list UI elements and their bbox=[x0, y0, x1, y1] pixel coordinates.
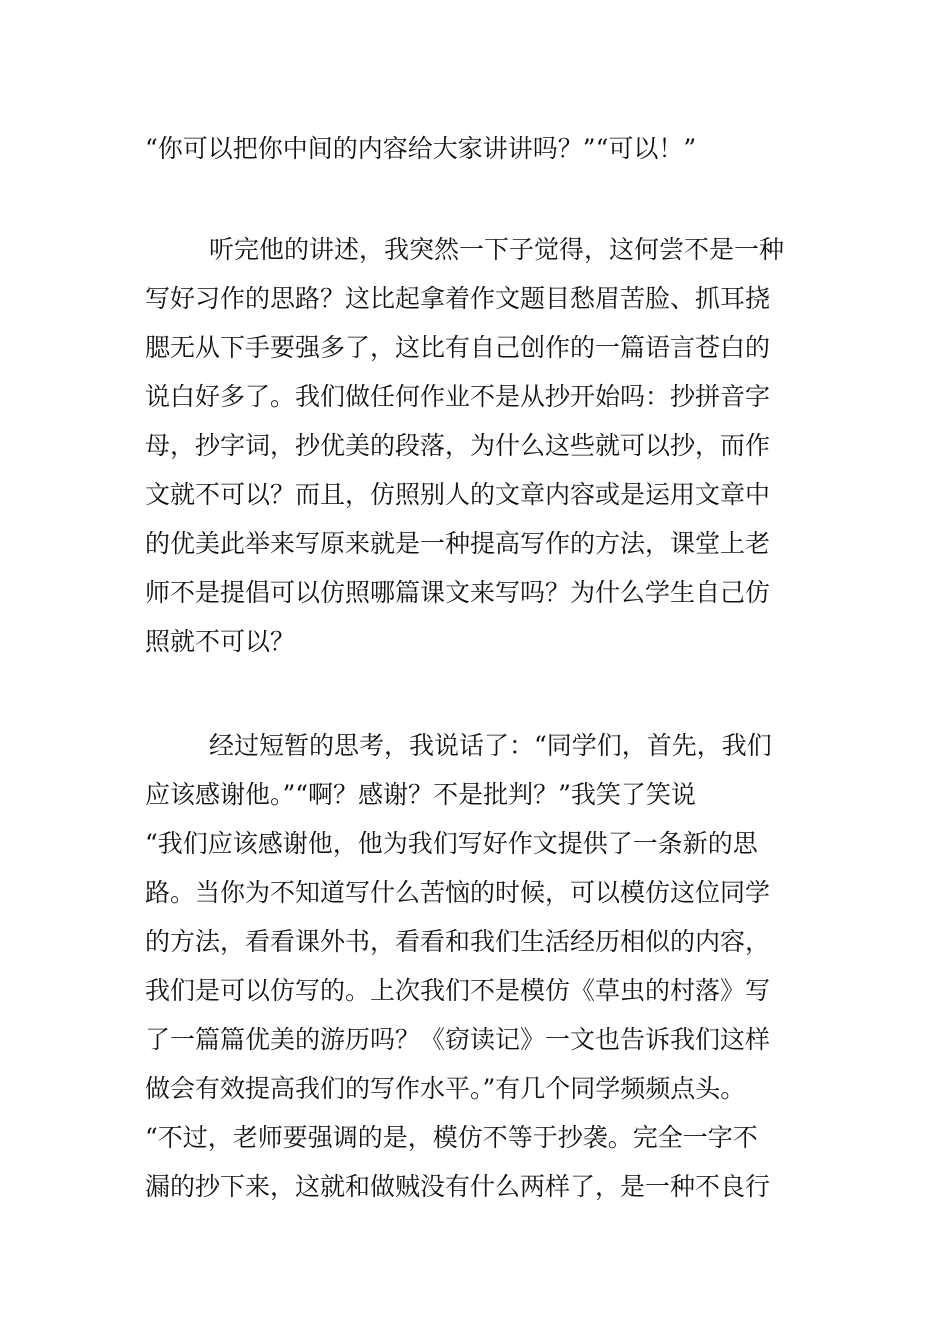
text-line: “你可以把你中间的内容给大家讲讲吗？”“可以！” bbox=[145, 134, 697, 163]
text-line: 应该感谢他。”“啊？感谢？不是批判？”我笑了笑说 bbox=[145, 780, 696, 809]
text-line: 经过短暂的思考，我说话了：“同学们，首先，我们 bbox=[209, 731, 772, 760]
text-line: 腮无从下手要强多了，这比有自己创作的一篇语言苍白的 bbox=[145, 333, 771, 362]
text-line: 的方法，看看课外书，看看和我们生活经历相似的内容， bbox=[145, 927, 771, 956]
text-line: 路。当你为不知道写什么苦恼的时候，可以模仿这位同学 bbox=[145, 878, 771, 907]
text-line: 照就不可以？ bbox=[145, 627, 296, 656]
text-line: 的优美此举来写原来就是一种提高写作的方法，课堂上老 bbox=[145, 529, 771, 558]
text-line: 写好习作的思路？这比起拿着作文题目愁眉苦脸、抓耳挠 bbox=[145, 284, 771, 313]
text-line: 说白好多了。我们做任何作业不是从抄开始吗：抄拼音字 bbox=[145, 382, 771, 411]
paragraph-dialogue bbox=[145, 124, 810, 173]
text-line: “我们应该感谢他，他为我们写好作文提供了一条新的思 bbox=[145, 829, 758, 858]
text-line: 文就不可以？而且，仿照别人的文章内容或是运用文章中 bbox=[145, 480, 771, 509]
text-line: 母，抄字词，抄优美的段落，为什么这些就可以抄，而作 bbox=[145, 431, 771, 460]
text-line: 听完他的讲述，我突然一下子觉得，这何尝不是一种 bbox=[209, 235, 785, 264]
text-line: 漏的抄下来，这就和做贼没有什么两样了，是一种不良行 bbox=[145, 1172, 771, 1201]
paragraph-teacher-response bbox=[145, 721, 810, 1211]
text-line: 我们是可以仿写的。上次我们不是模仿《草虫的村落》写 bbox=[145, 976, 771, 1005]
paragraph-reflection bbox=[145, 225, 810, 666]
text-line: 了一篇篇优美的游历吗？《窃读记》一文也告诉我们这样 bbox=[145, 1025, 771, 1054]
text-line: 做会有效提高我们的写作水平。”有几个同学频频点头。 bbox=[145, 1074, 746, 1103]
text-line: “不过，老师要强调的是，模仿不等于抄袭。完全一字不 bbox=[145, 1123, 758, 1152]
text-line: 师不是提倡可以仿照哪篇课文来写吗？为什么学生自己仿 bbox=[145, 578, 771, 607]
